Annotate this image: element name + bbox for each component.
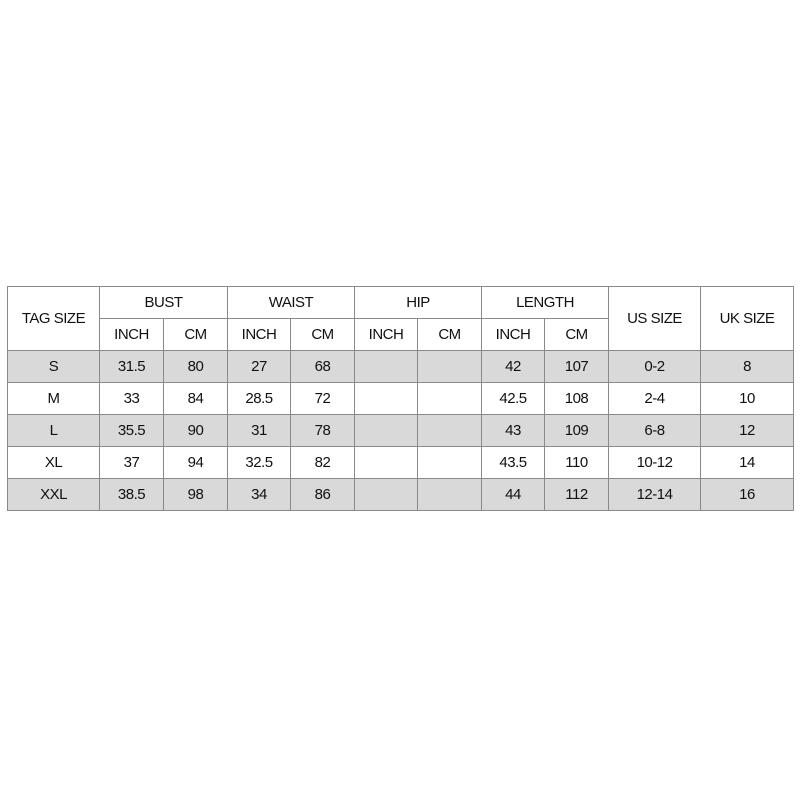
cell-bust-cm: 94 [164,447,228,479]
cell-hip-inch [355,479,418,511]
cell-waist-cm: 86 [291,479,355,511]
cell-length-inch: 43 [482,415,545,447]
cell-hip-cm [418,415,482,447]
cell-bust-inch: 33 [100,383,164,415]
header-waist: WAIST [228,287,355,319]
cell-us-size: 6-8 [609,415,701,447]
cell-hip-inch [355,447,418,479]
cell-tag-size: S [8,351,100,383]
table-row [8,415,794,447]
cell-tag-size: L [8,415,100,447]
cell-hip-cm [418,383,482,415]
cell-waist-inch: 32.5 [228,447,291,479]
cell-uk-size: 10 [701,383,794,415]
header-waist-inch: INCH [228,319,291,351]
cell-bust-cm: 98 [164,479,228,511]
cell-length-cm: 107 [545,351,609,383]
cell-length-cm: 108 [545,383,609,415]
header-row-groups [8,287,794,319]
cell-uk-size: 12 [701,415,794,447]
header-length: LENGTH [482,287,609,319]
table-row [8,383,794,415]
cell-uk-size: 14 [701,447,794,479]
cell-us-size: 2-4 [609,383,701,415]
header-length-inch: INCH [482,319,545,351]
cell-uk-size: 16 [701,479,794,511]
cell-tag-size: XXL [8,479,100,511]
cell-waist-cm: 68 [291,351,355,383]
cell-uk-size: 8 [701,351,794,383]
cell-length-cm: 109 [545,415,609,447]
cell-length-inch: 44 [482,479,545,511]
header-hip-inch: INCH [355,319,418,351]
cell-waist-inch: 34 [228,479,291,511]
cell-hip-cm [418,351,482,383]
cell-hip-inch [355,383,418,415]
cell-length-inch: 43.5 [482,447,545,479]
cell-length-inch: 42.5 [482,383,545,415]
table-row [8,447,794,479]
cell-length-cm: 112 [545,479,609,511]
cell-hip-inch [355,351,418,383]
cell-bust-cm: 80 [164,351,228,383]
cell-waist-inch: 27 [228,351,291,383]
size-chart-table [7,286,794,511]
header-bust: BUST [100,287,228,319]
header-hip-cm: CM [418,319,482,351]
cell-bust-cm: 84 [164,383,228,415]
cell-bust-inch: 37 [100,447,164,479]
cell-us-size: 0-2 [609,351,701,383]
cell-waist-cm: 82 [291,447,355,479]
table-row [8,351,794,383]
cell-hip-cm [418,447,482,479]
cell-hip-inch [355,415,418,447]
cell-bust-inch: 35.5 [100,415,164,447]
cell-us-size: 12-14 [609,479,701,511]
cell-length-cm: 110 [545,447,609,479]
header-length-cm: CM [545,319,609,351]
header-waist-cm: CM [291,319,355,351]
header-uk-size: UK SIZE [701,287,794,351]
table-row [8,479,794,511]
cell-length-inch: 42 [482,351,545,383]
cell-waist-inch: 31 [228,415,291,447]
cell-tag-size: M [8,383,100,415]
header-hip: HIP [355,287,482,319]
cell-bust-inch: 38.5 [100,479,164,511]
cell-us-size: 10-12 [609,447,701,479]
header-tag-size: TAG SIZE [8,287,100,351]
header-bust-cm: CM [164,319,228,351]
cell-waist-cm: 78 [291,415,355,447]
cell-bust-cm: 90 [164,415,228,447]
cell-tag-size: XL [8,447,100,479]
cell-waist-cm: 72 [291,383,355,415]
cell-bust-inch: 31.5 [100,351,164,383]
cell-waist-inch: 28.5 [228,383,291,415]
header-us-size: US SIZE [609,287,701,351]
cell-hip-cm [418,479,482,511]
header-bust-inch: INCH [100,319,164,351]
